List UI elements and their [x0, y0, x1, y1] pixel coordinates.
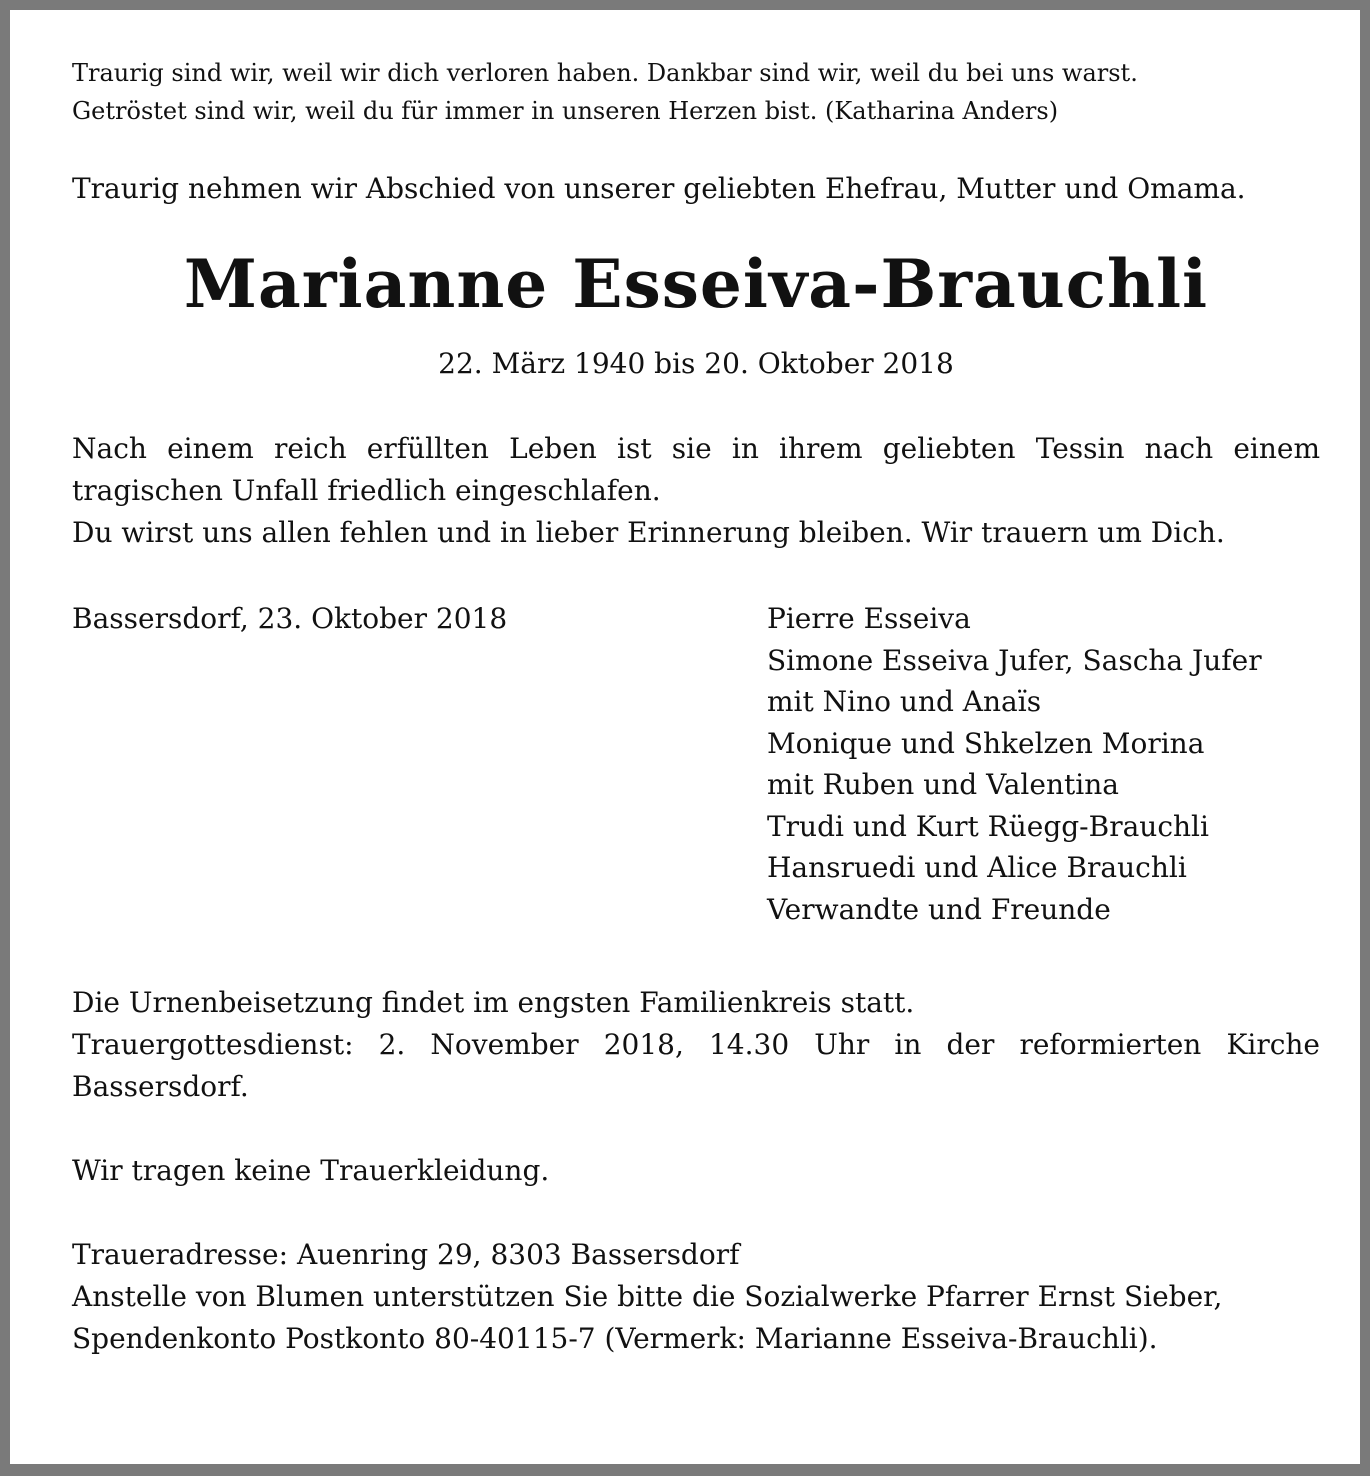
mourner-entry: Pierre Esseiva [767, 602, 971, 635]
place-date: Bassersdorf, 23. Oktober 2018 [72, 602, 508, 635]
life-dates: 22. März 1940 bis 20. Oktober 2018 [438, 347, 954, 380]
mourner-entry: Hansruedi und Alice Brauchli [767, 851, 1187, 884]
tribute-paragraph-2: Du wirst uns allen fehlen und in lieber Erinnerung bleiben. Wir trauern um Dich. [72, 516, 1225, 549]
burial-note: Die Urnenbeisetzung findet im engsten Familienkreis statt. [72, 986, 915, 1019]
donation-note: Anstelle von Blumen unterstützen Sie bitte die Sozialwerke Pfarrer Ernst Sieber, Spendenkonto Postkonto 80-40115-7 (Vermerk: Marianne Esseiva-Brauchli). [72, 1280, 1223, 1355]
mourner-entry: Verwandte und Freunde [767, 892, 1111, 926]
mourner-entry: Monique und Shkelzen Morina [767, 726, 1205, 760]
intro-text: Traurig nehmen wir Abschied von unserer geliebten Ehefrau, Mutter und Omama. [72, 172, 1246, 205]
quote-block [72, 54, 1320, 130]
tribute-paragraph-1: Nach einem reich erfüllten Leben ist sie in ihrem geliebten Tessin nach einem tragischen Unfall friedlich eingeschlafen. [72, 432, 1320, 507]
dress-code-note: Wir tragen keine Trauerkleidung. [72, 1154, 550, 1187]
mourner-entry: Simone Esseiva Jufer, Sascha Jufer [767, 643, 1262, 677]
tribute-text [72, 428, 1320, 554]
mourner-entry: mit Nino und Anaïs [767, 685, 1042, 718]
address-info [72, 1234, 1320, 1360]
mourner-entry: Trudi und Kurt Rüegg-Brauchli [767, 809, 1209, 843]
obituary-content [72, 54, 1320, 1360]
mourners-list [767, 598, 1262, 930]
service-info [72, 982, 1320, 1108]
deceased-name: Marianne Esseiva-Brauchli [183, 245, 1209, 323]
mourner-entry: mit Ruben und Valentina [767, 768, 1119, 801]
quote-line-1: Traurig sind wir, weil wir dich verloren haben. Dankbar sind wir, weil du bei uns warst. [72, 59, 1138, 87]
signature-block [72, 598, 1320, 932]
funeral-service: Trauergottesdienst: 2. November 2018, 14.30 Uhr in der reformierten Kirche Bassersdorf. [72, 1028, 1320, 1103]
mourning-address: Traueradresse: Auenring 29, 8303 Bassersdorf [72, 1238, 740, 1271]
quote-line-2: Getröstet sind wir, weil du für immer in unseren Herzen bist. (Katharina Anders) [72, 97, 1059, 125]
